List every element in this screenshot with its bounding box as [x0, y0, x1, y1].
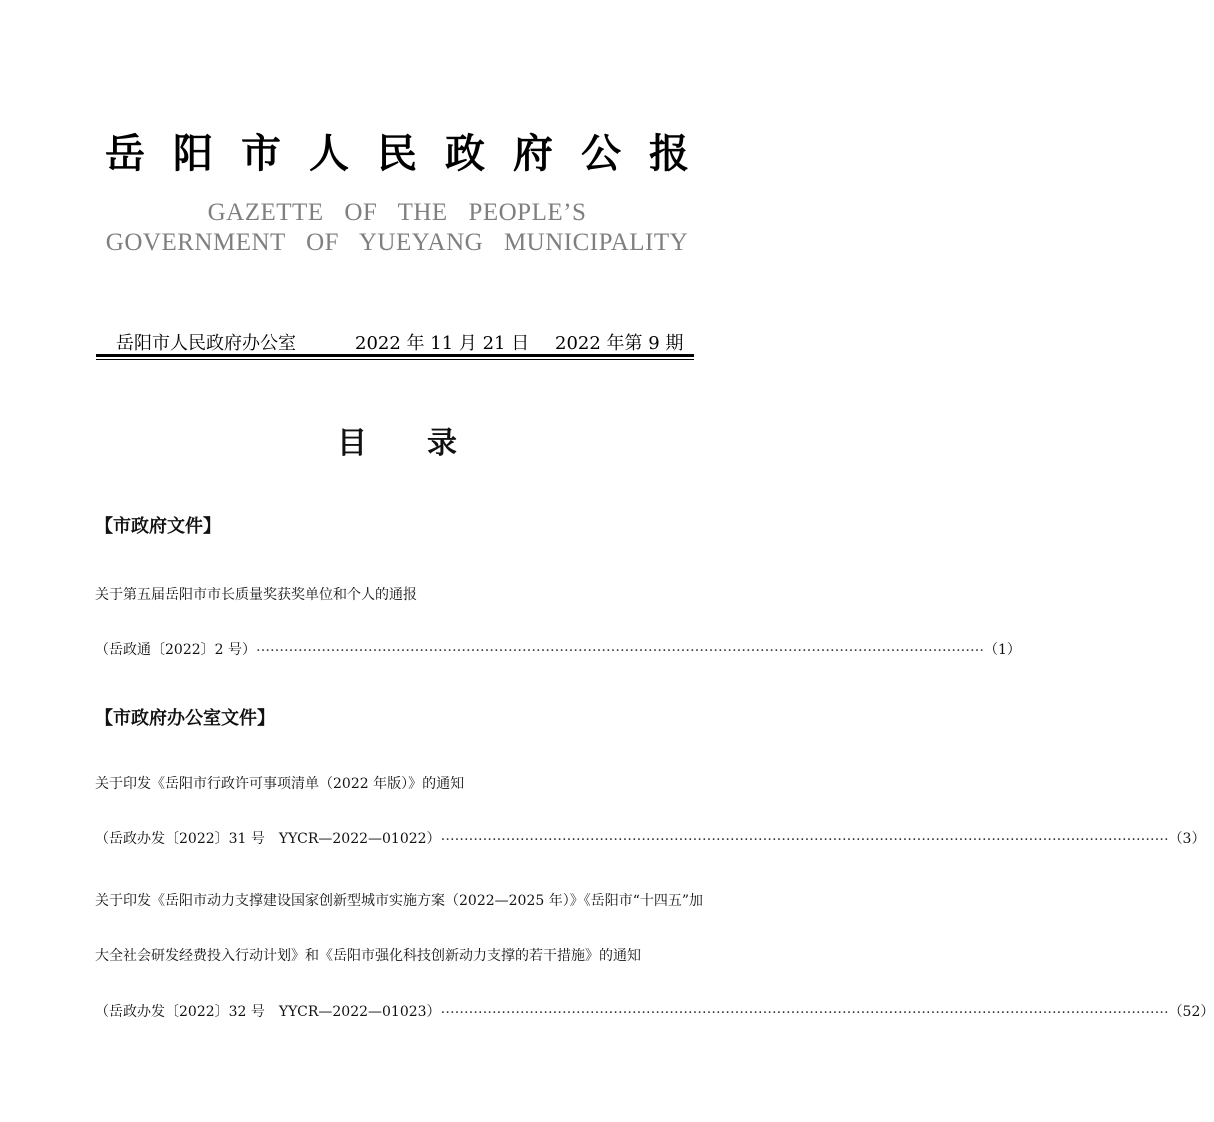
toc-entry-title[interactable]: 关于印发《岳阳市行政许可事项清单（2022 年版）》的通知 [95, 776, 465, 792]
document-number: （岳政办发〔2022〕32 号 YYCR—2022—01023） [95, 1004, 441, 1020]
document-number: （岳政通〔2022〕2 号） [95, 642, 256, 658]
issuing-office: 岳阳市人民政府办公室 [116, 333, 296, 354]
header-rule-thin [96, 359, 694, 360]
toc-entry-title-line1[interactable]: 关于印发《岳阳市动力支撑建设国家创新型城市实施方案（2022—2025 年）》《岳阳市“十四五”加 [95, 893, 704, 909]
page-number: （52） [1168, 1004, 1214, 1020]
issue-date: 2022 年 11 月 21 日 [355, 333, 530, 354]
leader-dots: ………………………………………………………………………………………………………………………………………… [440, 828, 1169, 844]
toc-entry-title[interactable]: 关于第五届岳阳市市长质量奖获奖单位和个人的通报 [95, 587, 417, 603]
document-number: （岳政办发〔2022〕31 号 YYCR—2022—01022） [95, 831, 441, 847]
section-heading-city-government-office: 【市政府办公室文件】 [95, 708, 275, 729]
toc-entry-reference[interactable] [95, 639, 1021, 659]
toc-title: 目录 [337, 426, 517, 461]
page-number: （1） [984, 642, 1021, 658]
gazette-title-chinese: 岳阳市人民政府公报 [105, 130, 717, 177]
leader-dots: ………………………………………………………………………………………………………………………………………… [440, 1001, 1169, 1017]
issue-number: 2022 年第 9 期 [555, 333, 684, 354]
leader-dots: ………………………………………………………………………………………………………………………………………… [256, 639, 984, 655]
toc-entry-reference[interactable] [95, 828, 1206, 848]
gazette-title-english-line2: GOVERNMENT OF YUEYANG MUNICIPALITY [105, 229, 689, 256]
gazette-title-english-line1: GAZETTE OF THE PEOPLE’S [207, 199, 587, 226]
header-rule-thick [96, 354, 694, 357]
toc-entry-reference[interactable] [95, 1001, 1214, 1021]
toc-entry-title-line2[interactable]: 大全社会研发经费投入行动计划》和《岳阳市强化科技创新动力支撑的若干措施》的通知 [95, 948, 641, 964]
issue-info-bar [96, 329, 694, 355]
page-number: （3） [1168, 831, 1206, 847]
section-heading-city-government: 【市政府文件】 [95, 516, 221, 537]
